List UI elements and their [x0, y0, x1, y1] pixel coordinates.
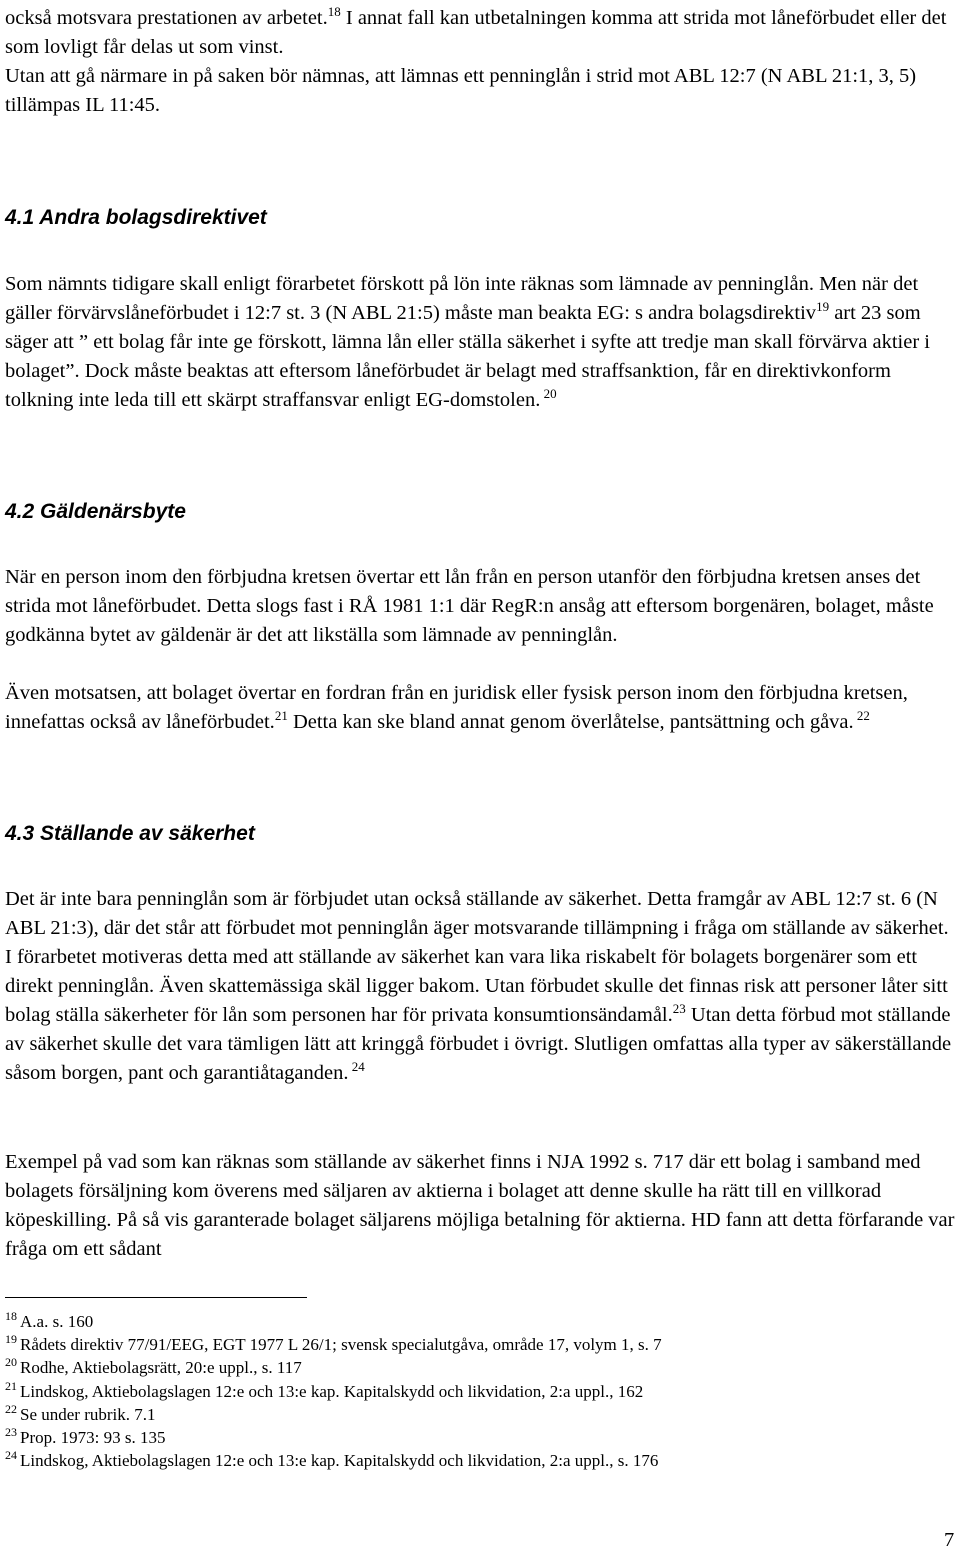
- footnote-ref-24: 24: [348, 1059, 365, 1074]
- paragraph-tax-rule: Utan att gå närmare in på saken bör nämnas, att lämnas ett penninglån i strid mot ABL 12:7 (N ABL 21:1, 3, 5) tillämpas IL 11:45.: [5, 65, 917, 116]
- footnote-ref-18: 18: [327, 4, 341, 19]
- footnote-18: $^{18}$ A.a. s. 160: [5, 1309, 94, 1331]
- footnote-ref-21: 21: [274, 708, 288, 723]
- paragraph-example-nja: Exempel på vad som kan räknas som ställande av säkerhet finns i NJA 1992 s. 717 där ett bolag i samband med bolagets försäljning kom överens med säljaren av aktierna i bolaget att denne skulle ha rätt till en villkorad köpeskilling. På så vis garanterade bolaget säljarens möjliga betalning för aktierna. HD fann att detta förfarande var fråga om ett sådant: [5, 1151, 955, 1260]
- section-heading-4-1: 4.1 Andra bolagsdirektivet: [5, 206, 267, 229]
- footnote-22: $^{22}$ Se under rubrik. 7.1: [5, 1401, 156, 1424]
- footnote-21: $^{21}$ Lindskog, Aktiebolagslagen 12:e och 13:e kap. Kapitalskydd och likvidation, 2:a uppl., 162: [5, 1378, 644, 1401]
- footnote-20: $^{20}$ Rodhe, Aktiebolagsrätt, 20:e uppl., s. 117: [5, 1355, 302, 1378]
- footnote-24: $^{24}$ Lindskog, Aktiebolagslagen 12:e och 13:e kap. Kapitalskydd och likvidation, 2:a uppl., s. 176: [5, 1448, 659, 1471]
- section-heading-4-3: 4.3 Ställande av säkerhet: [5, 822, 255, 845]
- footnote-19: $^{19}$ Rådets direktiv 77/91/EEG, EGT 1977 L 26/1; svensk specialutgåva, område 17, volym 1, s. 7: [5, 1332, 662, 1355]
- section-heading-4-2: 4.2 Gäldenärsbyte: [5, 500, 186, 523]
- paragraph-second-directive: Som nämnts tidigare skall enligt förarbetet förskott på lön inte räknas som lämnade av penninglån. Men när det gäller förvärvslåneförbudet i 12:7 st. 3 (N ABL 21:5) måste man beakta EG: s andra bolagsdirektiv$^{19}$ art 23 som säger att ” ett bolag får inte ge förskott, lämna lån eller ställa säkerhet i syfte att tredje man skall förvärva aktier i bolaget”. Dock måste beaktas att eftersom låneförbudet är belagt med straffsanktion, får en direktivkonform tolkning inte leda till ett skärpt straffansvar enligt EG-domstolen. $^{20}$: [5, 273, 930, 411]
- footnote-23: $^{23}$ Prop. 1973: 93 s. 135: [5, 1425, 166, 1448]
- footnote-separator: [5, 1297, 307, 1298]
- paragraph-salary-conclusion: också motsvara prestationen av arbetet.$^{18}$ I annat fall kan utbetalningen komma att strida mot låneförbudet eller det som lovligt får delas ut som vinst.: [5, 4, 947, 58]
- footnote-ref-19: 19: [816, 299, 830, 314]
- footnote-ref-20: 20: [540, 386, 557, 401]
- footnotes: [5, 1310, 662, 1472]
- paragraph-security: Det är inte bara penninglån som är förbjudet utan också ställande av säkerhet. Detta framgår av ABL 12:7 st. 6 (N ABL 21:3), där det står att förbudet mot penninglån äger motsvarande tillämpning i fråga om ställande av säkerhet. I förarbetet motiveras detta med att ställande av säkerhet kan vara lika riskabelt för bolagets borgenärer som ett direkt penninglån. Även skattemässiga skäl ligger bakom. Utan förbudet skulle det finnas risk att personer låter sitt bolag ställa säkerheter för lån som personen har för privata konsumtionsändamål.$^{23}$ Utan detta förbud mot ställande av säkerhet skulle det vara tämligen lätt att kringgå förbudet i övrigt. Slutligen omfattas alla typer av säkerställande såsom borgen, pant och garantiåtaganden. $^{24}$: [5, 888, 952, 1084]
- page-number: 7: [944, 1529, 955, 1551]
- footnote-ref-23: 23: [672, 1001, 686, 1016]
- paragraph-debtor-change: När en person inom den förbjudna kretsen övertar ett lån från en person utanför den förbjudna kretsen anses det strida mot låneförbudet. Detta slogs fast i RÅ 1981 1:1 där RegR:n ansåg att eftersom borgenären, bolaget, måste godkänna bytet av gäldenär är det att likställa som lämnade av penninglån.: [5, 566, 934, 646]
- paragraph-reverse-case: Även motsatsen, att bolaget övertar en fordran från en juridisk eller fysisk person inom den förbjudna kretsen, innefattas också av låneförbudet.$^{21}$ Detta kan ske bland annat genom överlåtelse, pantsättning och gåva. $^{22}$: [5, 682, 908, 733]
- footnote-ref-22: 22: [853, 708, 870, 723]
